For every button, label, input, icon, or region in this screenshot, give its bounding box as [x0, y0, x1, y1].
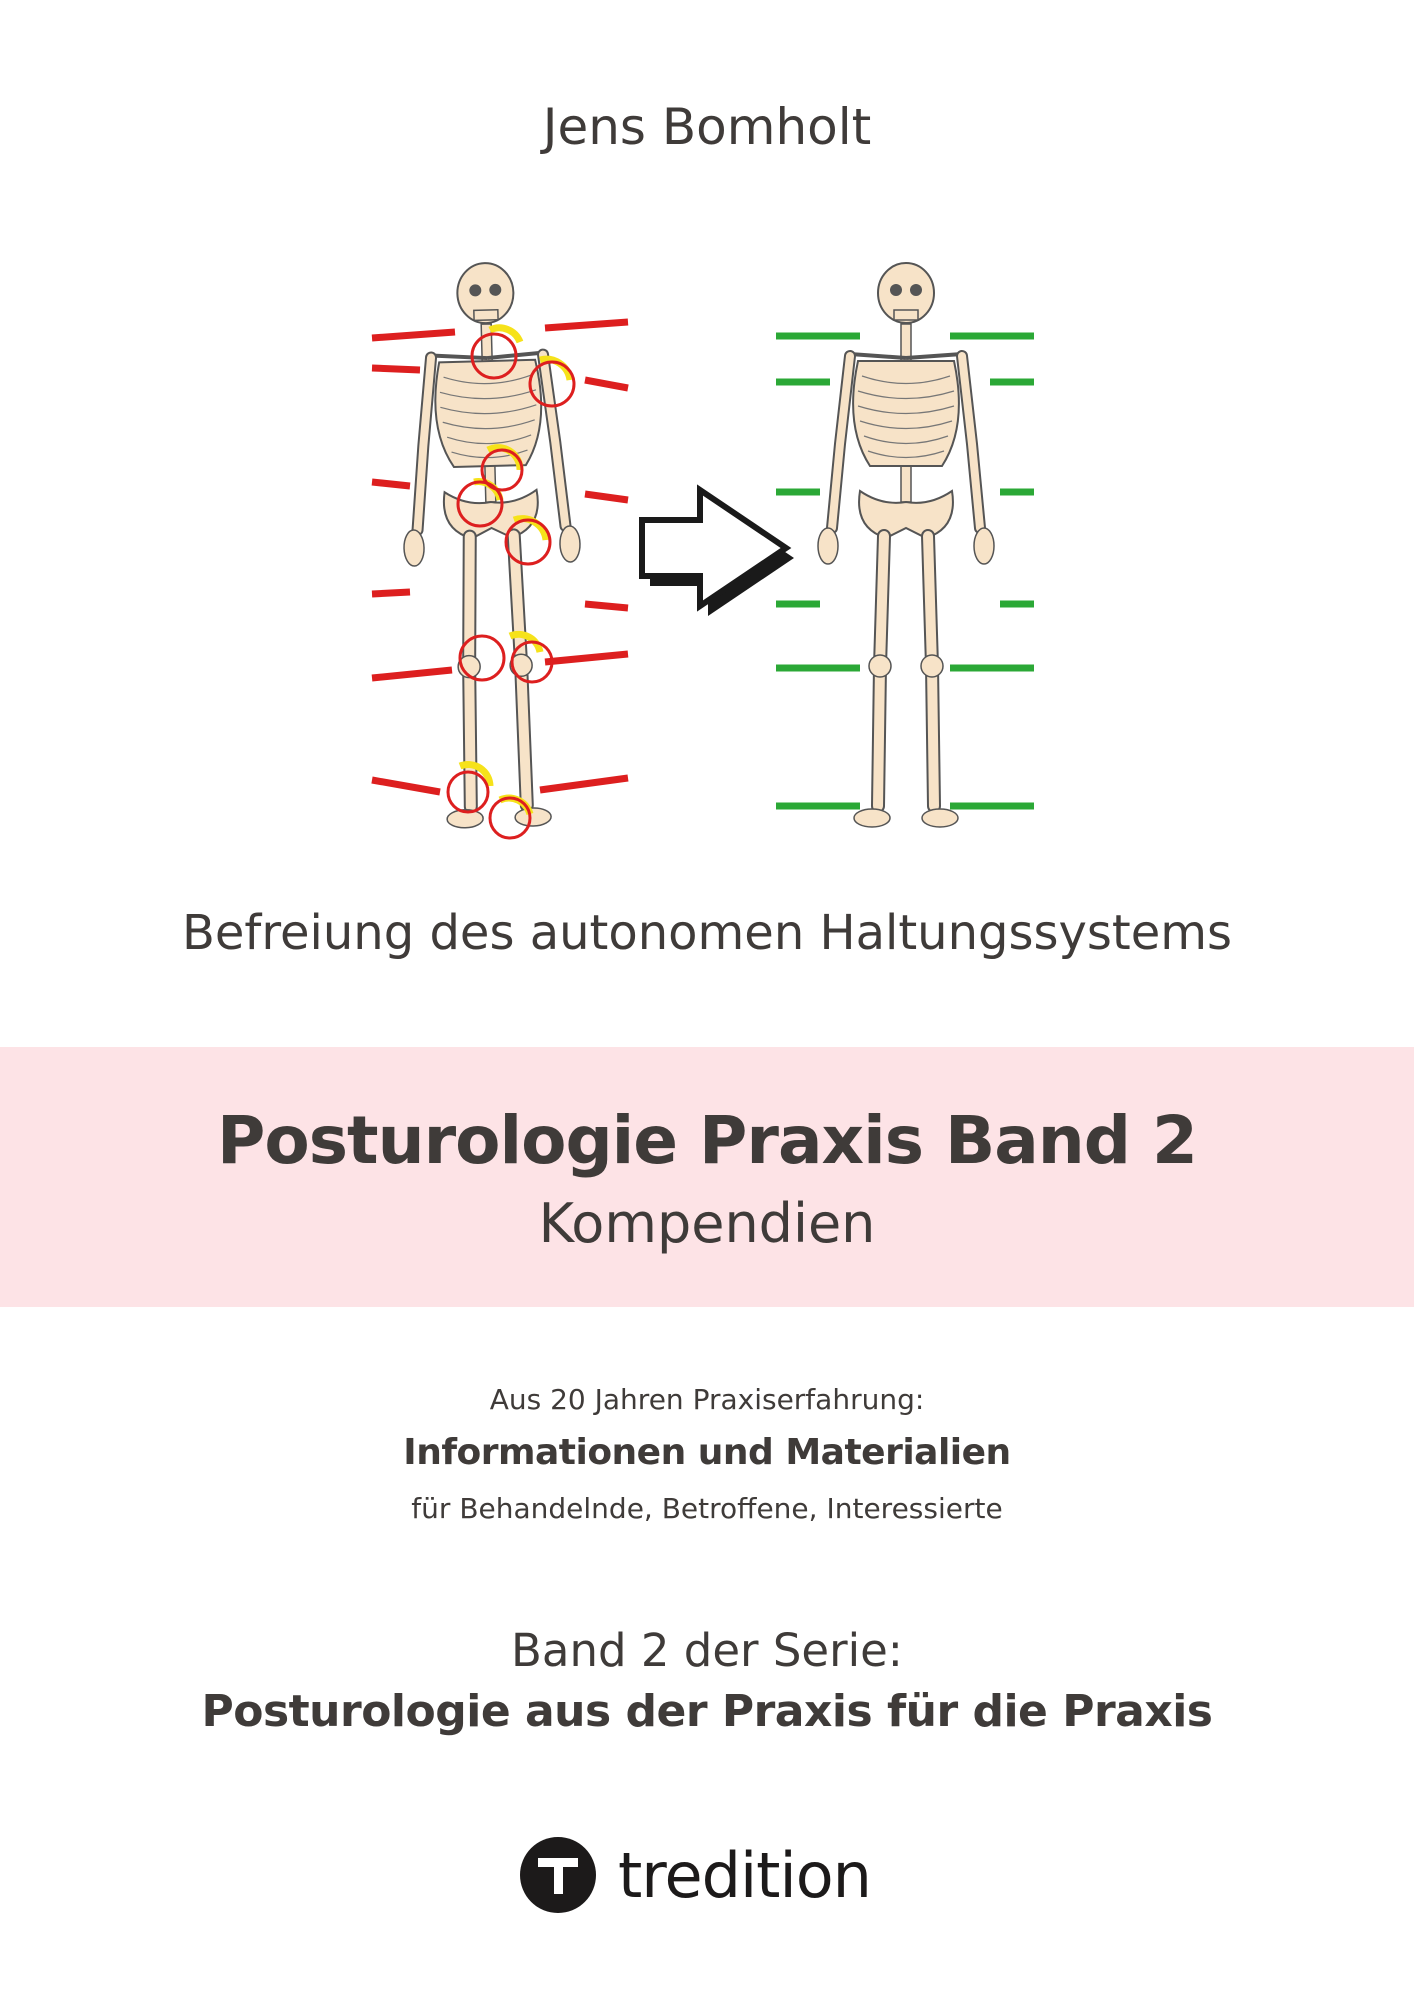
audience-line: für Behandelnde, Betroffene, Interessierte — [411, 1492, 1003, 1525]
publisher-t-icon — [520, 1837, 596, 1913]
book-subtitle: Befreiung des autonomen Haltungssystems — [181, 905, 1233, 961]
publisher-logo — [520, 1835, 871, 1915]
posture-illustration — [0, 250, 1414, 850]
series-label: Band 2 der Serie: — [511, 1624, 903, 1677]
series-title: Posturologie aus der Praxis für die Praxis — [201, 1686, 1213, 1737]
publisher-name: tredition — [618, 1838, 871, 1912]
intro-line: Aus 20 Jahren Praxiserfahrung: — [489, 1383, 925, 1416]
misaligned-skeleton — [372, 261, 628, 838]
book-title: Posturologie Praxis Band 2 — [217, 1102, 1197, 1179]
info-heading: Informationen und Materialien — [403, 1432, 1011, 1473]
arrow-right-icon — [642, 490, 794, 616]
aligned-skeleton — [776, 263, 1034, 827]
author-name: Jens Bomholt — [542, 98, 872, 156]
book-title-sub: Kompendien — [538, 1192, 876, 1255]
